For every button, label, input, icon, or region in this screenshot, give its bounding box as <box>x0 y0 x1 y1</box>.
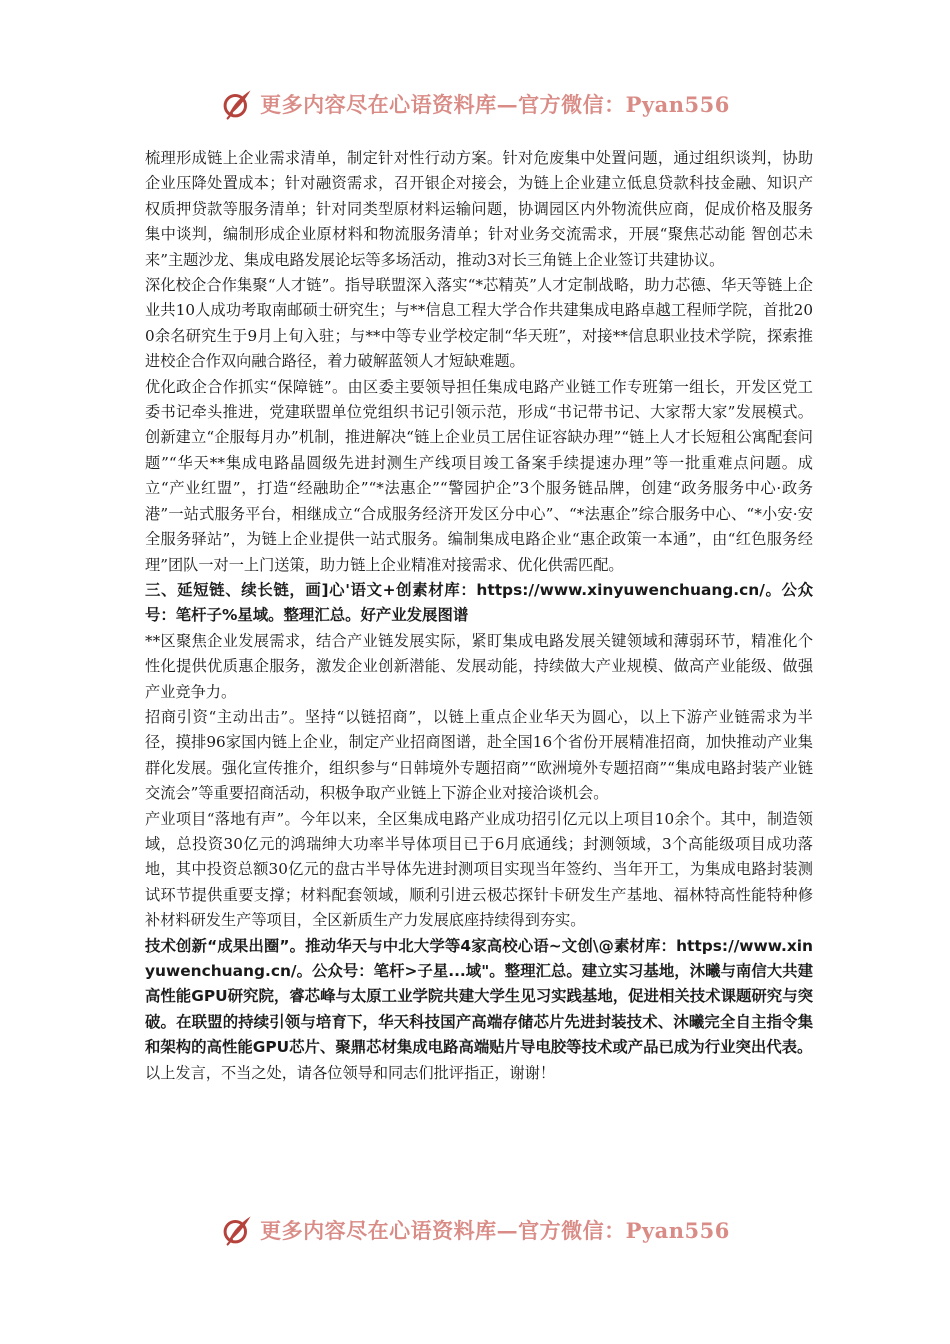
footer-banner-inner <box>220 1213 730 1247</box>
paragraph-guarantee-chain: 优化政企合作抓实“保障链”。由区委主要领导担任集成电路产业链工作专班第一组长，开发区党工委书记牵头推进，党建联盟单位党组织书记引领示范，形成“书记带书记、大家帮大家”发展模式。创新建立“企服每月办”机制，推进解决“链上企业员工居住证容缺办理”“链上人才长短租公寓配套问题”“华天**集成电路晶圆级先进封测生产线项目竣工备案手续提速办理”等一批重难点问题。成立“产业红盟”，打造“经融助企”“*法惠企”“警园护企”3个服务链品牌，创建“政务服务中心·政务港”一站式服务平台，相继成立“合成服务经济开发区分中心”、“*法惠企”综合服务中心、“*小安·安全服务驿站”，为链上企业提供一站式服务。编制集成电路企业“惠企政策一本通”，由“红色服务经理”团队一对一上门送策，助力链上企业精准对接需求、优化供需匹配。 <box>145 377 813 574</box>
header-banner-inner <box>220 87 730 121</box>
paragraph-tech-innovation: 技术创新“成果出圈”。推动华天与中北大学等4家高校心语~文创\@素材库：https://www.xinyuwenchuang.cn/。公众号：笔杆>子星...域"。整理汇总。建立实习基地，沐曦与南信大共建高性能GPU研究院，睿芯峰与太原工业学院共建大学生见习实践基地，促进相关技术课题研究与突破。在联盟的持续引领与培育下，华天科技国产高端存储芯片先进封装技术、沐曦完全自主指令集和架构的高性能GPU芯片、聚鼎芯材集成电路高端贴片导电胶等技术或产品已成为行业突出代表。 <box>145 936 813 1057</box>
footer-banner-text: 更多内容尽在心语资料库—官方微信：Pyan556 <box>260 1218 730 1243</box>
paragraph-talent-chain: 深化校企合作集聚“人才链”。指导联盟深入落实“*芯精英”人才定制战略，助力芯德、华天等链上企业共10人成功考取南邮硕士研究生；与**信息工程大学合作共建集成电路卓越工程师学院，首批200余名研究生于9月上旬入驻；与**中等专业学校定制“华天班”，对接**信息职业技术学院，探索推进校企合作双向融合路径，着力破解蓝领人才短缺难题。 <box>145 276 813 371</box>
quill-logo-icon <box>220 1213 254 1247</box>
quill-logo-icon <box>220 87 254 121</box>
paragraph-projects: 产业项目“落地有声”。今年以来，全区集成电路产业成功招引亿元以上项目10余个。其中，制造领域，总投资30亿元的鸿瑞绅大功率半导体项目已于6月底通线；封测领域，3个高能级项目成功落地，其中投资总额30亿元的盘古半导体先进封测项目实现当年签约、当年开工，为集成电路封装测试环节提供重要支撑；材料配套领域，顺利引进云极芯探针卡研发生产基地、福林特高性能特种修补材料研发生产等项目，全区新质生产力发展底座持续得到夯实。 <box>145 809 813 930</box>
footer-banner <box>0 1210 950 1250</box>
paragraph-enterprise-needs: **区聚焦企业发展需求，结合产业链发展实际，紧盯集成电路发展关键领域和薄弱环节，精准化个性化提供优质惠企服务，激发企业创新潜能、发展动能，持续做大产业规模、做高产业能级、做强产业竞争力。 <box>145 631 813 701</box>
paragraph-needs-list: 梳理形成链上企业需求清单，制定针对性行动方案。针对危废集中处置问题，通过组织谈判，协助企业压降处置成本；针对融资需求，召开银企对接会，为链上企业建立低息贷款科技金融、知识产权质押贷款等服务清单；针对同类型原材料运输问题，协调园区内外物流供应商，促成价格及服务集中谈判，编制形成企业原材料和物流服务清单；针对业务交流需求，开展“聚焦芯动能 智创芯未来”主题沙龙、集成电路发展论坛等多场活动，推动3对长三角链上企业签订共建协议。 <box>145 149 813 269</box>
paragraph-closing: 以上发言，不当之处，请各位领导和同志们批评指正，谢谢！ <box>145 1063 556 1082</box>
paragraph-investment: 招商引资“主动出击”。坚持“以链招商”，以链上重点企业华天为圆心，以上下游产业链需求为半径，摸排96家国内链上企业，制定产业招商图谱，赴全国16个省份开展精准招商，加快推动产业集群化发展。强化宣传推介，组织参与“日韩境外专题招商”“欧洲境外专题招商”“集成电路封装产业链交流会”等重要招商活动，积极争取产业链上下游企业对接洽谈机会。 <box>145 707 813 803</box>
section-heading-three: 三、延短链、续长链，画]心'语文+创素材库：https://www.xinyuwenchuang.cn/。公众号：笔杆子%星域。整理汇总。好产业发展图谱 <box>145 580 813 625</box>
document-body <box>145 146 813 1086</box>
header-banner-text: 更多内容尽在心语资料库—官方微信：Pyan556 <box>260 92 730 117</box>
header-banner <box>0 84 950 124</box>
